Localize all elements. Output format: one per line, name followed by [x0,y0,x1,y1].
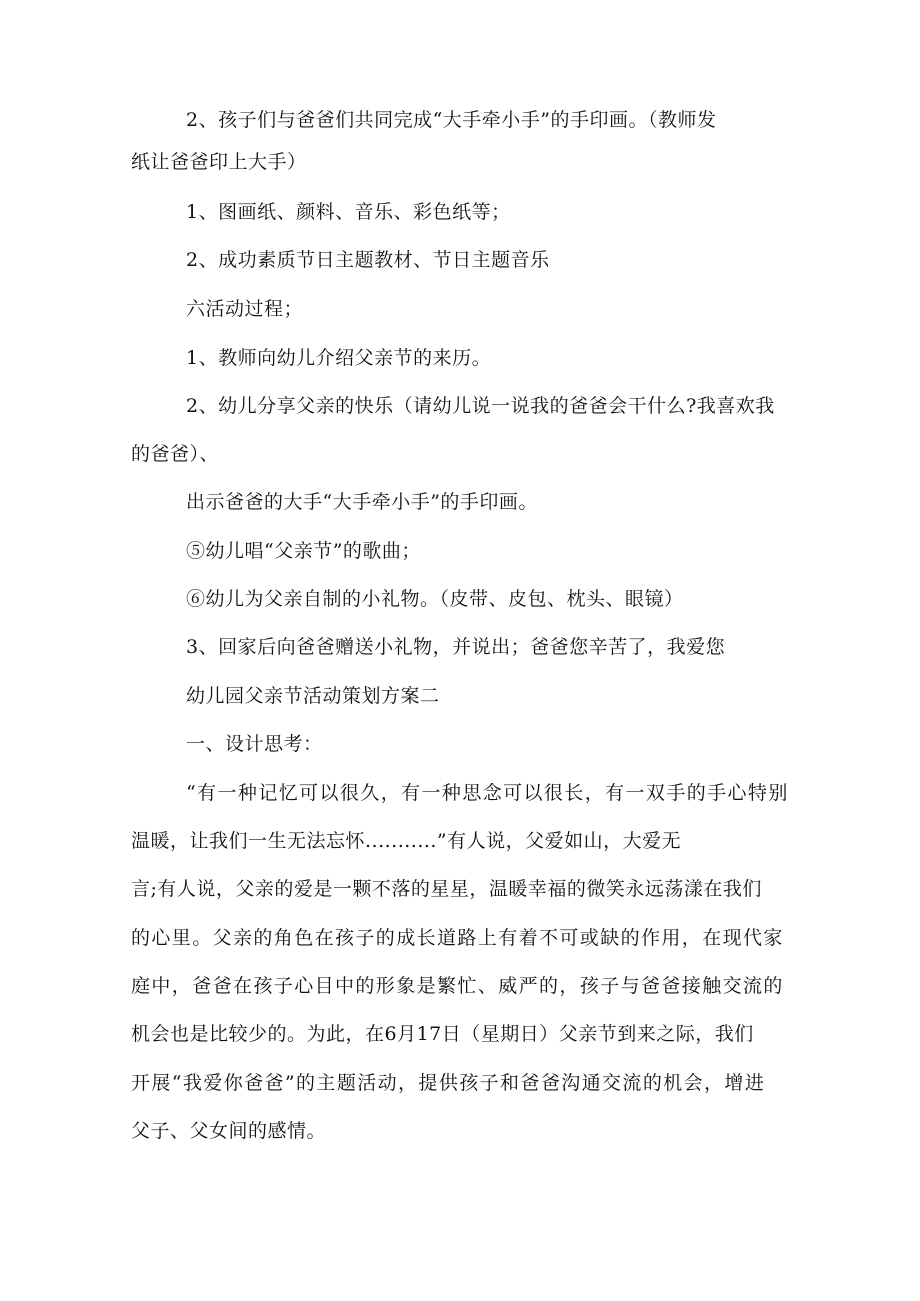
text-line-1: 2、孩子们与爸爸们共同完成“大手牵小手”的手印画。（教师发 [186,109,717,131]
text-line-15: “有一种记忆可以很久，有一种思念可以很长，有一双手的手心特别 [186,782,789,804]
text-line-8: 的爸爸）、 [131,443,220,465]
text-line-14: 一、设计思考： [186,733,323,755]
text-line-22: 父子、父女间的感情。 [131,1120,327,1142]
text-line-17: 言;有人说，父亲的爱是一颗不落的星星，温暖幸福的微笑永远荡漾在我们 [131,878,762,900]
text-line-20: 机会也是比较少的。为此，在6月17日（星期日）父亲节到来之际，我们 [131,1023,754,1045]
text-line-4: 2、成功素质节日主题教材、节日主题音乐 [186,249,550,271]
text-line-13: 幼儿园父亲节活动策划方案二 [186,685,440,707]
text-line-12: 3、回家后向爸爸赠送小礼物，并说出；爸爸您辛苦了，我爱您 [186,636,726,658]
text-line-6: 1、教师向幼儿介绍父亲节的来历。 [186,347,492,369]
text-line-11: ⑥幼儿为父亲自制的小礼物。（皮带、皮包、枕头、眼镜） [186,588,684,610]
text-line-16: 温暖，让我们一生无法忘怀...........”有人说，父爱如山，大爱无 [131,830,682,852]
text-line-5: 六活动过程； [186,298,304,320]
text-line-18: 的心里。父亲的角色在孩子的成长道路上有着不可或缺的作用，在现代家 [131,927,784,949]
text-line-2: 纸让爸爸印上大手） [131,151,307,173]
text-line-10: ⑤幼儿唱“父亲节”的歌曲； [186,540,421,562]
text-line-9: 出示爸爸的大手“大手牵小手”的手印画。 [186,491,538,513]
text-line-3: 1、图画纸、颜料、音乐、彩色纸等； [186,201,511,223]
text-line-19: 庭中，爸爸在孩子心目中的形象是繁忙、威严的，孩子与爸爸接触交流的 [131,975,784,997]
text-line-21: 开展“我爱你爸爸”的主题活动，提供孩子和爸爸沟通交流的机会，增进 [131,1072,766,1094]
text-line-7: 2、幼儿分享父亲的快乐（请幼儿说一说我的爸爸会干什么?我喜欢我 [186,395,775,417]
